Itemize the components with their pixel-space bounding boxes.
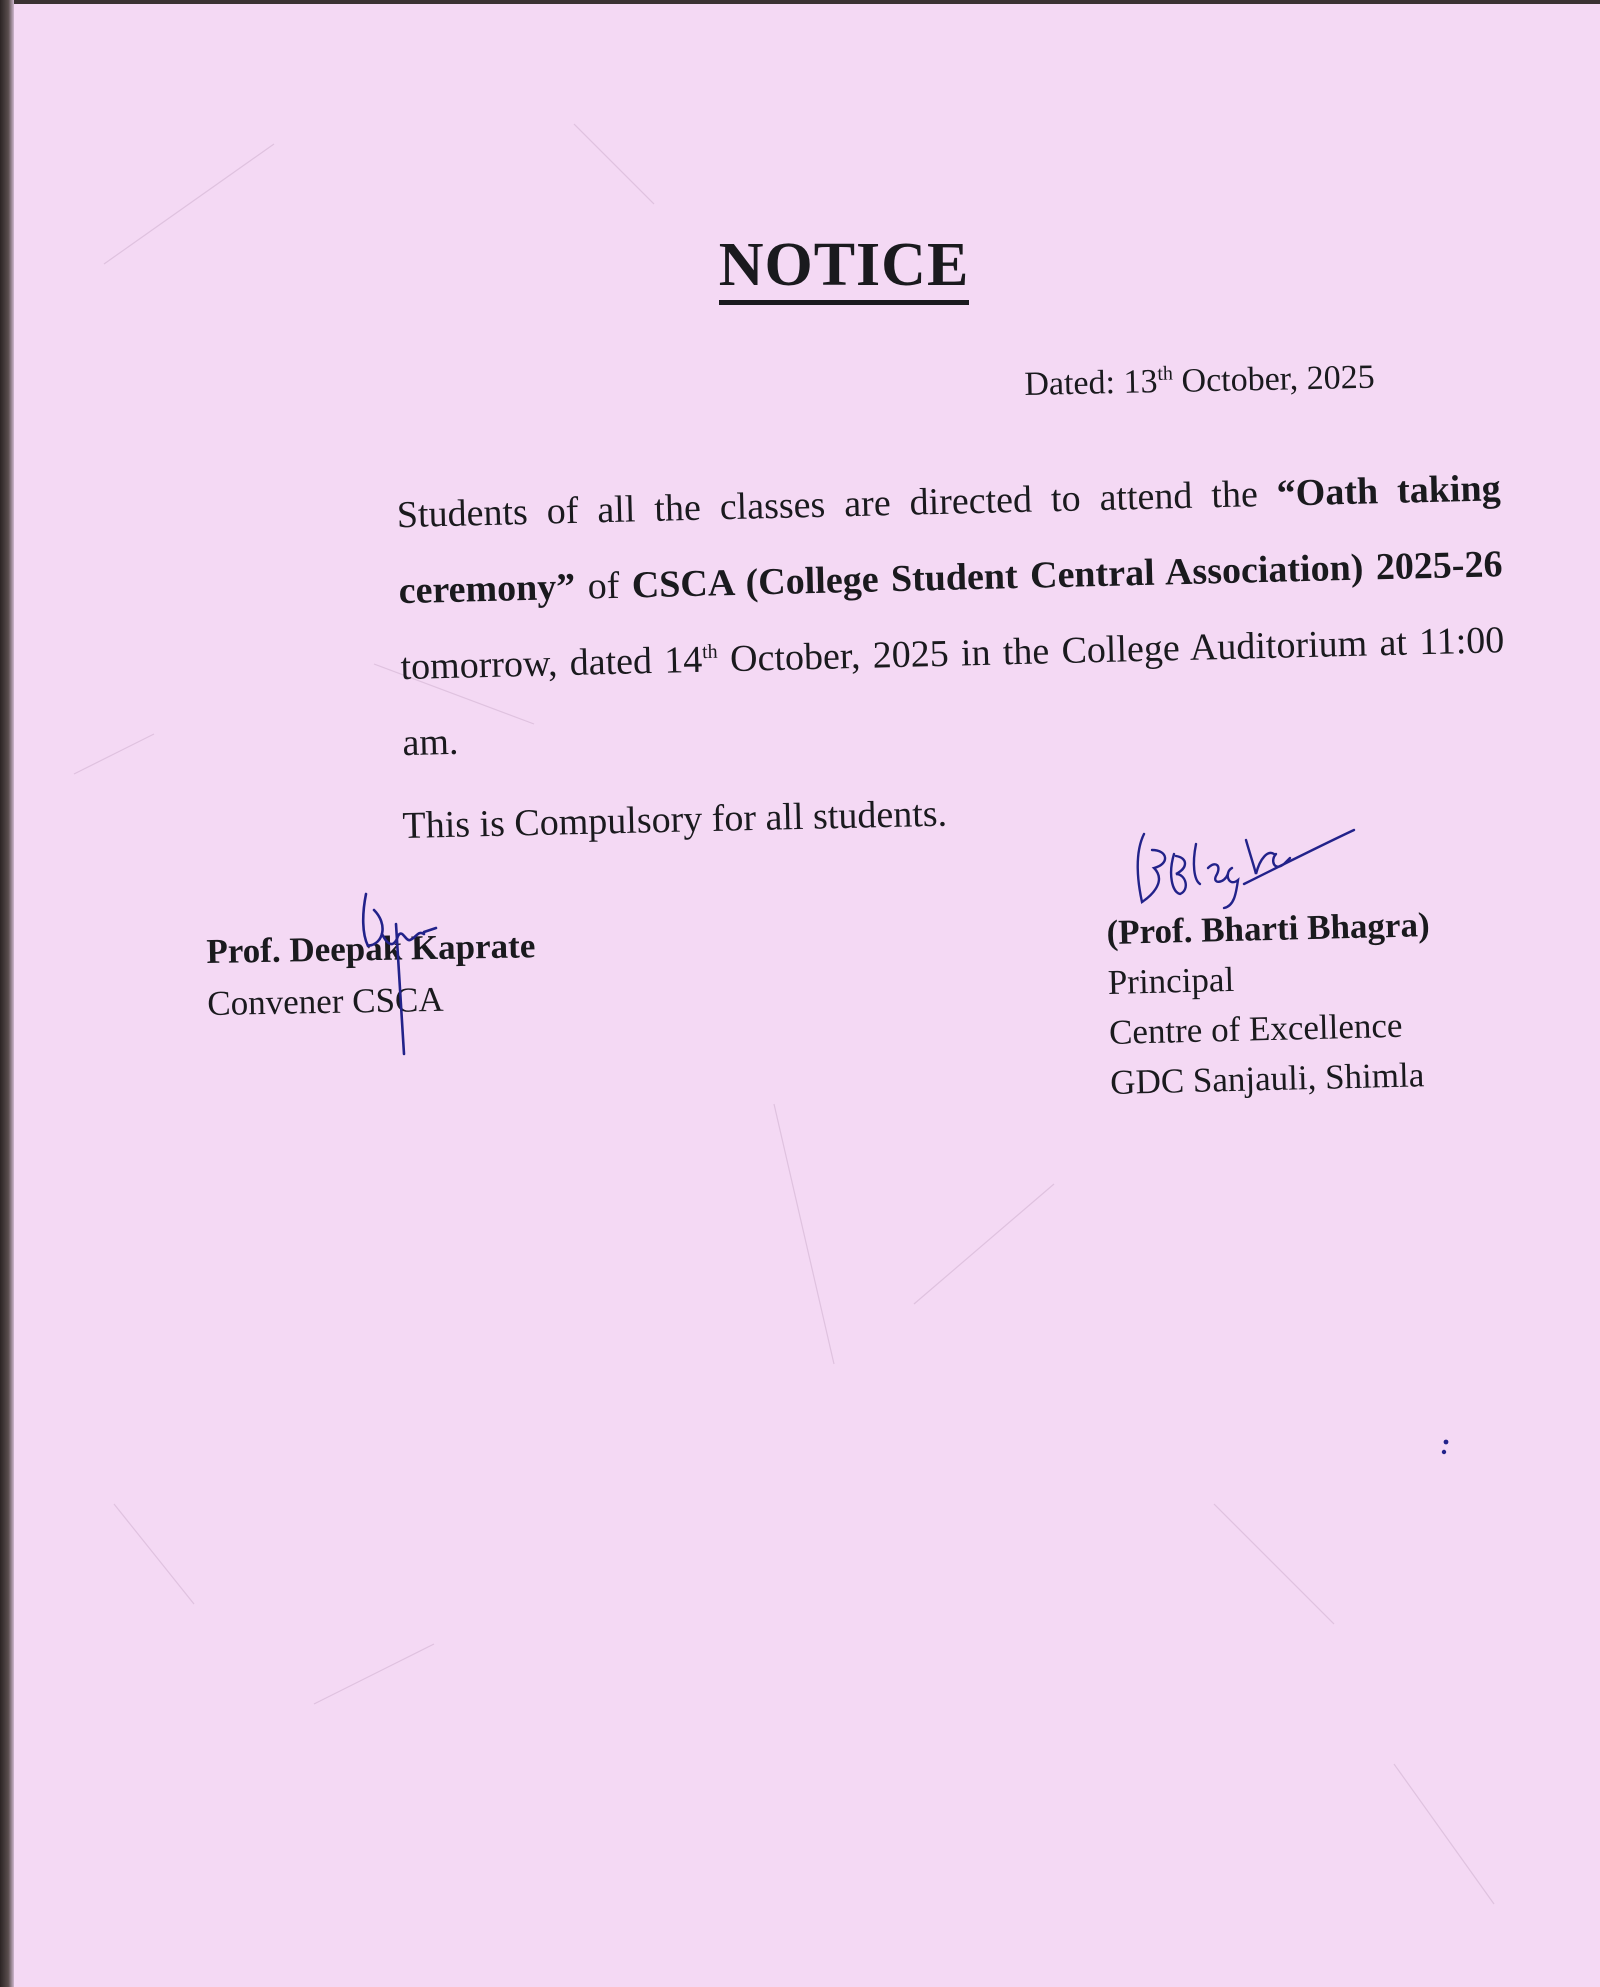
principal-block <box>1106 900 1434 1108</box>
convener-signature <box>344 884 484 1074</box>
principal-signature <box>1124 794 1364 914</box>
ink-speck <box>1438 1436 1458 1462</box>
convener-role: Convener CSCA <box>207 979 444 1023</box>
notice-page <box>14 4 1600 1987</box>
principal-role: Principal <box>1107 959 1235 1002</box>
compulsory-line: This is Compulsory for all students. <box>402 792 948 847</box>
convener-name: Prof. Deepak Kaprate <box>206 926 536 971</box>
principal-name: (Prof. Bharti Bhagra) <box>1106 905 1431 952</box>
notice-date: Dated: 13th October, 2025 <box>1024 358 1376 403</box>
scan-left-edge <box>0 0 14 1987</box>
notice-body <box>200 450 1507 786</box>
principal-location: GDC Sanjauli, Shimla <box>1109 1055 1425 1102</box>
notice-paragraph: Students of all the classes are directed to attend the “Oath taking ceremony” of CSCA (College Student Central Association) 2025-26 tomorrow, dated 14th October, 2025 in the College Auditorium at 11:00 am. <box>396 467 1505 765</box>
notice-title: NOTICE <box>14 230 1600 301</box>
principal-institution: Centre of Excellence <box>1108 1005 1403 1052</box>
